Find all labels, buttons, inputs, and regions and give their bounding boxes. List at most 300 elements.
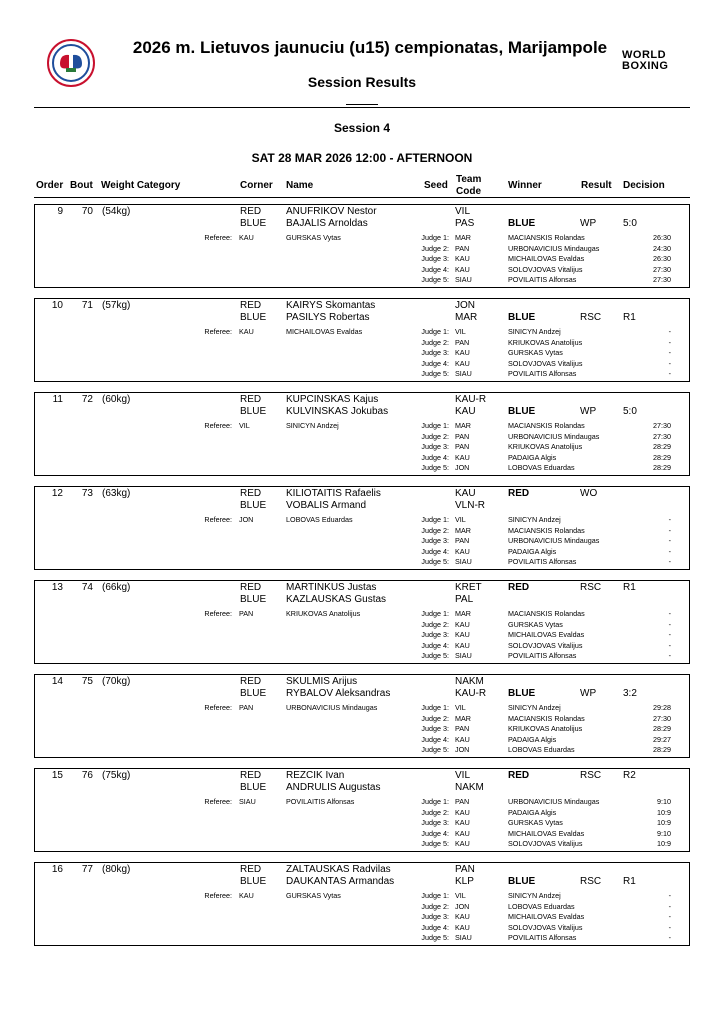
judge-label: Judge 5:	[421, 275, 449, 284]
blue-corner: BLUE	[240, 688, 267, 699]
result: WP	[580, 688, 597, 699]
judge-label: Judge 3:	[421, 348, 449, 357]
judge-score: -	[668, 933, 671, 942]
judge-score: -	[668, 912, 671, 921]
judge-score: -	[668, 630, 671, 639]
judge-score: -	[668, 525, 671, 535]
winner: BLUE	[508, 406, 536, 417]
result: WP	[580, 406, 597, 417]
referee-team: KAU	[239, 891, 254, 900]
judge-team: PAN	[455, 431, 470, 441]
judge-score: -	[668, 348, 671, 357]
judge-label: Judge 3:	[421, 818, 449, 827]
col-code: Code	[456, 186, 481, 197]
judge-name: GURSKAS Vytas	[508, 818, 563, 827]
judge-score: -	[668, 327, 671, 336]
winner: BLUE	[508, 876, 536, 887]
blue-corner: BLUE	[240, 500, 267, 511]
weight-category: (70kg)	[102, 676, 131, 687]
referee-name: KRIUKOVAS Anatolijus	[286, 609, 361, 618]
judge-name: MACIANSKIS Rolandas	[508, 233, 585, 242]
judge-name: GURSKAS Vytas	[508, 619, 563, 629]
judge-score: -	[668, 922, 671, 932]
judge-label: Judge 1:	[421, 327, 449, 336]
bout-block	[34, 862, 690, 946]
red-team-code: KAU-R	[455, 394, 487, 405]
blue-team-code: NAKM	[455, 782, 484, 793]
winner: RED	[508, 488, 530, 499]
judge-label: Judge 2:	[421, 619, 449, 629]
result: RSC	[580, 876, 602, 887]
judge-score: -	[668, 651, 671, 660]
referee-label: Referee:	[204, 797, 232, 806]
judge-label: Judge 1:	[421, 891, 449, 900]
judge-name: SOLOVJOVAS Vitalijus	[508, 640, 583, 650]
judge-label: Judge 5:	[421, 651, 449, 660]
judge-label: Judge 3:	[421, 724, 449, 733]
judge-score: 29:28	[653, 703, 671, 712]
referee-label: Referee:	[204, 421, 232, 430]
winner: RED	[508, 770, 530, 781]
red-team-code: KAU	[455, 488, 476, 499]
judge-team: PAN	[455, 724, 470, 733]
judge-label: Judge 4:	[421, 546, 449, 556]
judge-score: -	[668, 901, 671, 911]
judge-name: MICHAILOVAS Evaldas	[508, 254, 585, 263]
header-divider	[34, 107, 690, 108]
red-team-code: VIL	[455, 206, 471, 217]
judge-team: PAN	[455, 536, 470, 545]
blue-corner: BLUE	[240, 406, 267, 417]
bout-number: 72	[81, 394, 93, 405]
judge-team: KAU	[455, 818, 470, 827]
judge-team: JON	[455, 745, 470, 754]
judge-label: Judge 1:	[421, 515, 449, 524]
judge-label: Judge 3:	[421, 442, 449, 451]
referee-team: JON	[239, 515, 254, 524]
judge-name: GURSKAS Vytas	[508, 348, 563, 357]
blue-boxer-name: VOBALIS Armand	[286, 500, 367, 511]
judge-team: KAU	[455, 348, 470, 357]
judge-score: 9:10	[657, 797, 671, 806]
col-corner: Corner	[240, 180, 273, 191]
bout-number: 71	[81, 300, 93, 311]
blue-boxer-name: KULVINSKAS Jokubas	[286, 406, 389, 417]
red-corner: RED	[240, 864, 262, 875]
judge-score: 26:30	[653, 254, 671, 263]
judge-label: Judge 3:	[421, 254, 449, 263]
header-divider-accent	[346, 104, 378, 105]
referee-name: SINICYN Andzej	[286, 421, 339, 430]
col-order: Order	[36, 180, 64, 191]
judge-team: KAU	[455, 839, 470, 848]
judge-team: MAR	[455, 525, 471, 535]
judge-name: KRIUKOVAS Anatolijus	[508, 724, 583, 733]
header-rule	[34, 197, 690, 198]
red-corner: RED	[240, 770, 262, 781]
judge-score: 28:29	[653, 724, 671, 733]
judge-name: URBONAVICIUS Mindaugas	[508, 536, 600, 545]
blue-corner: BLUE	[240, 876, 267, 887]
judge-score: 27:30	[653, 713, 671, 723]
judge-label: Judge 1:	[421, 233, 449, 242]
col-winner: Winner	[508, 180, 542, 191]
judge-team: MAR	[455, 713, 471, 723]
judge-label: Judge 3:	[421, 912, 449, 921]
judge-name: URBONAVICIUS Mindaugas	[508, 431, 600, 441]
judge-score: 27:30	[653, 275, 671, 284]
bout-block	[34, 580, 690, 664]
col-name: Name	[286, 180, 314, 191]
col-bout: Bout	[70, 180, 93, 191]
judge-score: -	[668, 369, 671, 378]
judge-score: -	[668, 619, 671, 629]
judge-score: 24:30	[653, 243, 671, 253]
judge-team: PAN	[455, 243, 470, 253]
judge-label: Judge 5:	[421, 933, 449, 942]
judge-team: KAU	[455, 619, 470, 629]
judge-score: 28:29	[653, 452, 671, 462]
red-corner: RED	[240, 488, 262, 499]
judge-name: MICHAILOVAS Evaldas	[508, 630, 585, 639]
referee-team: PAN	[239, 609, 254, 618]
judge-score: 26:30	[653, 233, 671, 242]
judge-team: KAU	[455, 828, 470, 838]
blue-boxer-name: KAZLAUSKAS Gustas	[286, 594, 387, 605]
red-boxer-name: REZCIK Ivan	[286, 770, 345, 781]
referee-team: PAN	[239, 703, 254, 712]
result: WP	[580, 218, 597, 229]
result: RSC	[580, 770, 602, 781]
red-team-code: KRET	[455, 582, 482, 593]
red-corner: RED	[240, 206, 262, 217]
judge-team: KAU	[455, 264, 470, 274]
judge-team: SIAU	[455, 651, 472, 660]
referee-label: Referee:	[204, 233, 232, 242]
weight-category: (57kg)	[102, 300, 131, 311]
blue-boxer-name: RYBALOV Aleksandras	[286, 688, 391, 699]
judge-name: SOLOVJOVAS Vitalijus	[508, 922, 583, 932]
judge-team: KAU	[455, 640, 470, 650]
brand-line-2: BOXING	[622, 60, 669, 72]
weight-category: (66kg)	[102, 582, 131, 593]
red-team-code: NAKM	[455, 676, 484, 687]
judge-team: PAN	[455, 337, 470, 347]
decision: R1	[623, 312, 636, 323]
judge-label: Judge 5:	[421, 745, 449, 754]
judge-team: SIAU	[455, 275, 472, 284]
session-date: SAT 28 MAR 2026 12:00 - AFTERNOON	[251, 151, 473, 165]
judge-name: URBONAVICIUS Mindaugas	[508, 797, 600, 806]
red-boxer-name: KUPCINSKAS Kajus	[286, 394, 379, 405]
judge-name: SINICYN Andzej	[508, 891, 561, 900]
judge-name: SINICYN Andzej	[508, 327, 561, 336]
judge-label: Judge 2:	[421, 713, 449, 723]
judge-label: Judge 3:	[421, 630, 449, 639]
blue-boxer-name: PASILYS Robertas	[286, 312, 370, 323]
judge-score: 29:27	[653, 734, 671, 744]
judge-team: VIL	[455, 327, 466, 336]
blue-team-code: PAS	[455, 218, 475, 229]
judge-label: Judge 2:	[421, 807, 449, 817]
judge-team: VIL	[455, 703, 466, 712]
judge-team: KAU	[455, 452, 470, 462]
judge-team: JON	[455, 901, 470, 911]
referee-name: MICHAILOVAS Evaldas	[286, 327, 363, 336]
judge-name: SINICYN Andzej	[508, 515, 561, 524]
judge-score: -	[668, 536, 671, 545]
judge-label: Judge 5:	[421, 463, 449, 472]
judge-score: -	[668, 515, 671, 524]
judge-team: SIAU	[455, 557, 472, 566]
judge-label: Judge 5:	[421, 369, 449, 378]
red-corner: RED	[240, 300, 262, 311]
judge-label: Judge 1:	[421, 421, 449, 430]
blue-team-code: VLN-R	[455, 500, 486, 511]
judge-label: Judge 5:	[421, 839, 449, 848]
judge-score: -	[668, 557, 671, 566]
judge-name: LOBOVAS Eduardas	[508, 463, 575, 472]
order-number: 14	[51, 676, 63, 687]
judge-name: MACIANSKIS Rolandas	[508, 421, 585, 430]
blue-boxer-name: DAUKANTAS Armandas	[286, 876, 395, 887]
judge-team: KAU	[455, 807, 470, 817]
judge-name: POVILAITIS Alfonsas	[508, 557, 577, 566]
judge-label: Judge 2:	[421, 243, 449, 253]
judge-team: KAU	[455, 358, 470, 368]
judge-score: 10:9	[657, 818, 671, 827]
judge-name: PADAIGA Algis	[508, 546, 557, 556]
judge-name: SOLOVJOVAS Vitalijus	[508, 264, 583, 274]
judge-score: 10:9	[657, 807, 671, 817]
judge-team: PAN	[455, 797, 470, 806]
judge-name: POVILAITIS Alfonsas	[508, 275, 577, 284]
referee-label: Referee:	[204, 891, 232, 900]
winner: BLUE	[508, 312, 536, 323]
judge-team: SIAU	[455, 933, 472, 942]
weight-category: (63kg)	[102, 488, 131, 499]
judge-name: KRIUKOVAS Anatolijus	[508, 337, 583, 347]
decision: 5:0	[623, 218, 637, 229]
bout-block	[34, 392, 690, 476]
bout-number: 75	[81, 676, 93, 687]
world-boxing-logo	[622, 50, 690, 72]
judge-score: -	[668, 891, 671, 900]
order-number: 12	[51, 488, 63, 499]
judge-label: Judge 1:	[421, 703, 449, 712]
judge-name: PADAIGA Algis	[508, 452, 557, 462]
judge-name: MICHAILOVAS Evaldas	[508, 912, 585, 921]
judge-label: Judge 4:	[421, 264, 449, 274]
blue-corner: BLUE	[240, 782, 267, 793]
referee-name: POVILAITIS Alfonsas	[286, 797, 355, 806]
col-team: Team	[456, 174, 482, 185]
decision: R2	[623, 770, 636, 781]
judge-score: -	[668, 609, 671, 618]
judge-name: LOBOVAS Eduardas	[508, 901, 575, 911]
decision: R1	[623, 582, 636, 593]
judge-team: MAR	[455, 233, 471, 242]
result: RSC	[580, 582, 602, 593]
judge-label: Judge 2:	[421, 525, 449, 535]
judge-team: VIL	[455, 891, 466, 900]
judge-team: MAR	[455, 609, 471, 618]
red-boxer-name: ANUFRIKOV Nestor	[286, 206, 377, 217]
judge-name: URBONAVICIUS Mindaugas	[508, 243, 600, 253]
judge-team: JON	[455, 463, 470, 472]
judge-score: 28:29	[653, 745, 671, 754]
brand-line-1: WORLD	[622, 49, 667, 61]
judge-label: Judge 1:	[421, 609, 449, 618]
red-boxer-name: MARTINKUS Justas	[286, 582, 377, 593]
col-weight: Weight Category	[101, 180, 181, 191]
bout-block	[34, 768, 690, 852]
page-title: 2026 m. Lietuvos jaunuciu (u15) cempionatas, Marijampole	[132, 38, 608, 57]
bout-number: 70	[81, 206, 93, 217]
judge-score: 27:30	[653, 431, 671, 441]
judge-label: Judge 3:	[421, 536, 449, 545]
order-number: 9	[57, 206, 63, 217]
result: RSC	[580, 312, 602, 323]
blue-boxer-name: BAJALIS Arnoldas	[286, 218, 368, 229]
judge-name: KRIUKOVAS Anatolijus	[508, 442, 583, 451]
judge-name: SOLOVJOVAS Vitalijus	[508, 358, 583, 368]
referee-name: URBONAVICIUS Mindaugas	[286, 703, 378, 712]
order-number: 16	[51, 864, 63, 875]
judge-label: Judge 5:	[421, 557, 449, 566]
judge-name: SOLOVJOVAS Vitalijus	[508, 839, 583, 848]
red-team-code: PAN	[455, 864, 475, 875]
judge-label: Judge 4:	[421, 922, 449, 932]
judge-name: POVILAITIS Alfonsas	[508, 651, 577, 660]
bout-block	[34, 204, 690, 288]
red-boxer-name: SKULMIS Arijus	[286, 676, 358, 687]
judge-label: Judge 4:	[421, 734, 449, 744]
referee-name: LOBOVAS Eduardas	[286, 515, 353, 524]
col-decision: Decision	[623, 180, 665, 191]
judge-team: KAU	[455, 254, 470, 263]
judge-score: 27:30	[653, 264, 671, 274]
judge-team: KAU	[455, 912, 470, 921]
blue-corner: BLUE	[240, 218, 267, 229]
judge-team: KAU	[455, 734, 470, 744]
judge-label: Judge 4:	[421, 358, 449, 368]
judge-score: -	[668, 358, 671, 368]
judge-name: MACIANSKIS Rolandas	[508, 713, 585, 723]
page-subtitle: Session Results	[307, 74, 417, 90]
referee-team: VIL	[239, 421, 250, 430]
red-boxer-name: ZALTAUSKAS Radvilas	[286, 864, 391, 875]
judge-name: LOBOVAS Eduardas	[508, 745, 575, 754]
decision: 5:0	[623, 406, 637, 417]
red-boxer-name: KAIRYS Skomantas	[286, 300, 376, 311]
judge-label: Judge 2:	[421, 431, 449, 441]
referee-label: Referee:	[204, 515, 232, 524]
blue-team-code: KLP	[455, 876, 474, 887]
judge-name: MICHAILOVAS Evaldas	[508, 828, 585, 838]
judge-score: 28:29	[653, 463, 671, 472]
bout-block	[34, 298, 690, 382]
referee-team: KAU	[239, 327, 254, 336]
winner: BLUE	[508, 218, 536, 229]
judge-team: PAN	[455, 442, 470, 451]
blue-boxer-name: ANDRULIS Augustas	[286, 782, 381, 793]
judge-team: VIL	[455, 515, 466, 524]
winner: RED	[508, 582, 530, 593]
bout-number: 76	[81, 770, 93, 781]
red-corner: RED	[240, 582, 262, 593]
judge-team: MAR	[455, 421, 471, 430]
order-number: 15	[51, 770, 63, 781]
blue-team-code: PAL	[455, 594, 474, 605]
red-team-code: JON	[455, 300, 475, 311]
judge-score: 28:29	[653, 442, 671, 451]
order-number: 11	[52, 394, 63, 405]
referee-name: GURSKAS Vytas	[286, 233, 341, 242]
red-corner: RED	[240, 394, 262, 405]
blue-team-code: KAU-R	[455, 688, 487, 699]
referee-label: Referee:	[204, 609, 232, 618]
blue-corner: BLUE	[240, 312, 267, 323]
decision: R1	[623, 876, 636, 887]
result: WO	[580, 488, 598, 499]
order-number: 10	[51, 300, 63, 311]
bout-number: 74	[81, 582, 93, 593]
judge-team: KAU	[455, 922, 470, 932]
judge-name: PADAIGA Algis	[508, 807, 557, 817]
judge-score: -	[668, 546, 671, 556]
col-result: Result	[581, 180, 612, 191]
winner: BLUE	[508, 688, 536, 699]
red-corner: RED	[240, 676, 262, 687]
bout-block	[34, 674, 690, 758]
weight-category: (80kg)	[102, 864, 131, 875]
judge-name: POVILAITIS Alfonsas	[508, 369, 577, 378]
judge-name: PADAIGA Algis	[508, 734, 557, 744]
order-number: 13	[51, 582, 63, 593]
judge-score: 27:30	[653, 421, 671, 430]
judge-label: Judge 4:	[421, 828, 449, 838]
judge-team: KAU	[455, 546, 470, 556]
col-seed: Seed	[424, 180, 448, 191]
judge-score: 9:10	[657, 828, 671, 838]
weight-category: (75kg)	[102, 770, 131, 781]
judge-name: POVILAITIS Alfonsas	[508, 933, 577, 942]
judge-team: SIAU	[455, 369, 472, 378]
judge-label: Judge 1:	[421, 797, 449, 806]
judge-label: Judge 4:	[421, 640, 449, 650]
blue-team-code: KAU	[455, 406, 476, 417]
referee-label: Referee:	[204, 703, 232, 712]
referee-team: KAU	[239, 233, 254, 242]
judge-label: Judge 4:	[421, 452, 449, 462]
red-team-code: VIL	[455, 770, 471, 781]
judge-score: -	[668, 337, 671, 347]
bout-block	[34, 486, 690, 570]
judge-team: KAU	[455, 630, 470, 639]
referee-team: SIAU	[239, 797, 256, 806]
judge-score: 10:9	[657, 839, 671, 848]
weight-category: (54kg)	[102, 206, 131, 217]
weight-category: (60kg)	[102, 394, 131, 405]
judge-score: -	[668, 640, 671, 650]
referee-name: GURSKAS Vytas	[286, 891, 341, 900]
blue-team-code: MAR	[455, 312, 478, 323]
judge-name: SINICYN Andzej	[508, 703, 561, 712]
judge-name: MACIANSKIS Rolandas	[508, 525, 585, 535]
judge-label: Judge 2:	[421, 901, 449, 911]
judge-name: MACIANSKIS Rolandas	[508, 609, 585, 618]
